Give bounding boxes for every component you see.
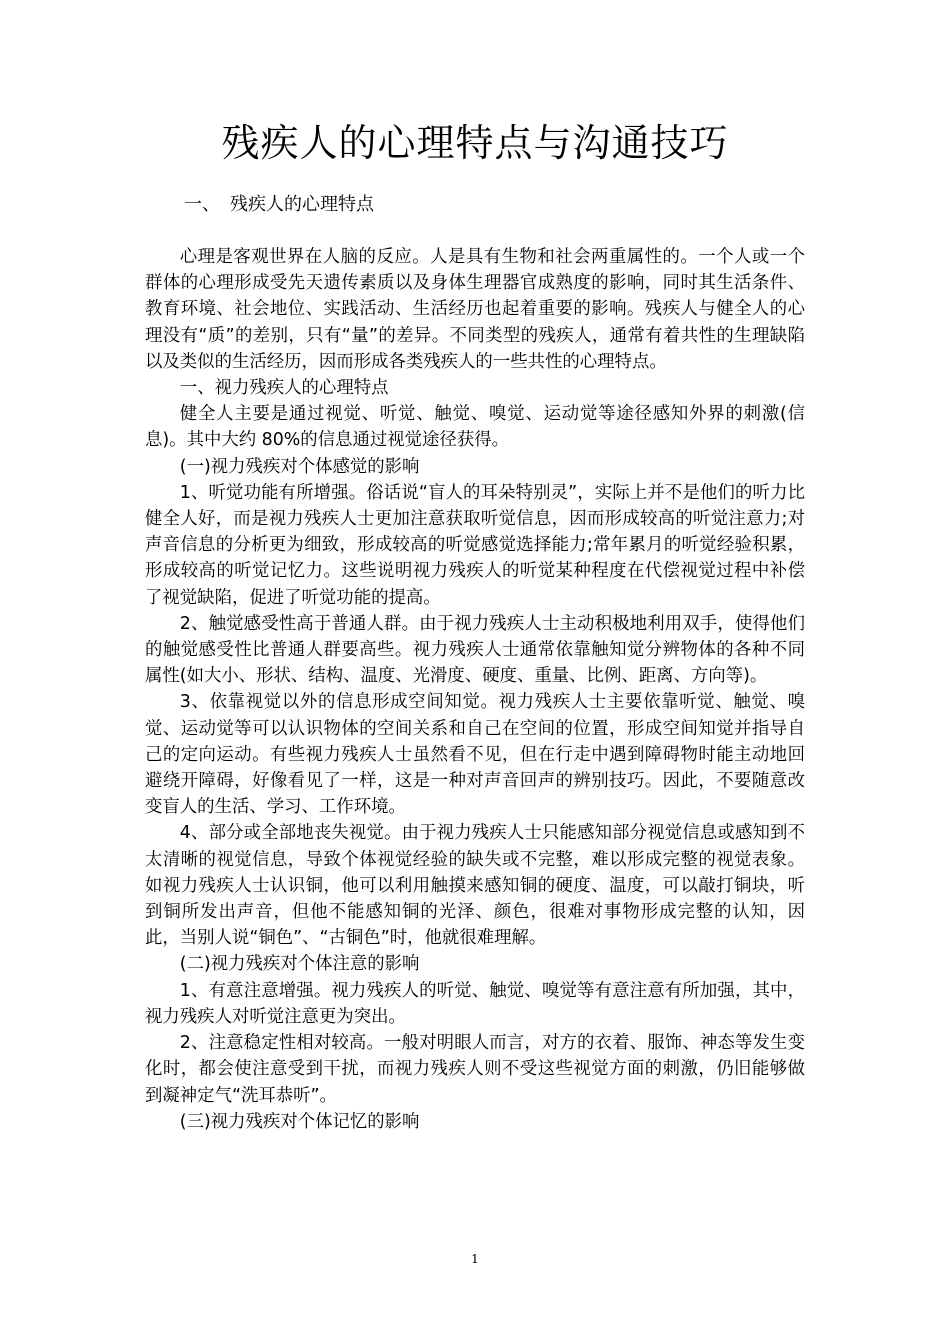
section-heading-number: 一、 [184, 194, 220, 215]
paragraph-touch: 2、触觉感受性高于普通人群。由于视力残疾人士主动积极地利用双手，使得他们的触觉感受性比普通人群要高些。视力残疾人士通常依靠触知觉分辨物体的各种不同属性(如大小、形状、结构、温度、光滑度、硬度、重量、比例、距离、方向等)。 [145, 613, 805, 687]
paragraph-intentional-attention: 1、有意注意增强。视力残疾人的听觉、触觉、嗅觉等有意注意有所加强，其中，视力残疾人对听觉注意更为突出。 [145, 980, 805, 1027]
paragraph-attention-stability: 2、注意稳定性相对较高。一般对明眼人而言，对方的衣着、服饰、神态等发生变化时，都会使注意受到干扰，而视力残疾人则不受这些视觉方面的刺激，仍旧能够做到凝神定气“洗耳恭听”。 [145, 1033, 805, 1106]
paragraph-hearing: 1、听觉功能有所增强。俗话说“盲人的耳朵特别灵”，实际上并不是他们的听力比健全人好，而是视力残疾人士更加注意获取听觉信息，因而形成较高的听觉注意力;对声音信息的分析更为细致，形成较高的听觉感觉选择能力;常年累月的听觉经验积累，形成较高的听觉记忆力。这些说明视力残疾人的听觉某种程度在代偿视觉过程中补偿了视觉缺陷，促进了听觉功能的提高。 [145, 482, 805, 608]
document-body [145, 244, 805, 1135]
paragraph-spatial: 3、依靠视觉以外的信息形成空间知觉。视力残疾人士主要依靠听觉、触觉、嗅觉、运动觉等可以认识物体的空间关系和自己在空间的位置，形成空间知觉并指导自己的定向运动。有些视力残疾人士虽然看不见，但在行走中遇到障碍物时能主动地回避绕开障碍，好像看见了一样，这是一种对声音回声的辨别技巧。因此，不要随意改变盲人的生活、学习、工作环境。 [145, 692, 805, 818]
subheading-memory: (三)视力残疾对个体记忆的影响 [179, 1111, 420, 1132]
paragraph-perception: 健全人主要是通过视觉、听觉、触觉、嗅觉、运动觉等途径感知外界的刺激(信息)。其中大约 80%的信息通过视觉途径获得。 [145, 404, 805, 451]
document-title: 残疾人的心理特点与沟通技巧 [221, 121, 729, 166]
section-heading-text: 残疾人的心理特点 [230, 194, 374, 215]
page-number: 1 [471, 1252, 479, 1266]
paragraph-vision-loss: 4、部分或全部地丧失视觉。由于视力残疾人士只能感知部分视觉信息或感知到不太清晰的视觉信息，导致个体视觉经验的缺失或不完整，难以形成完整的视觉表象。如视力残疾人士认识铜，他可以利用触摸来感知铜的硬度、温度，可以敲打铜块，听到铜所发出声音，但他不能感知铜的光泽、颜色，很难对事物形成完整的认知，因此，当别人说“铜色”、“古铜色”时，他就很难理解。 [145, 823, 805, 949]
subheading-attention: (二)视力残疾对个体注意的影响 [179, 954, 420, 975]
subheading-sensation: (一)视力残疾对个体感觉的影响 [179, 456, 420, 477]
paragraph-intro: 心理是客观世界在人脑的反应。人是具有生物和社会两重属性的。一个人或一个群体的心理形成受先天遗传素质以及身体生理器官成熟度的影响，同时其生活条件、教育环境、社会地位、实践活动、生活经历也起着重要的影响。残疾人与健全人的心理没有“质”的差别，只有“量”的差异。不同类型的残疾人，通常有着共性的生理缺陷以及类似的生活经历，因而形成各类残疾人的一些共性的心理特点。 [145, 247, 805, 372]
section-heading [184, 192, 374, 218]
subheading-visual-disability: 一、视力残疾人的心理特点 [179, 378, 389, 399]
